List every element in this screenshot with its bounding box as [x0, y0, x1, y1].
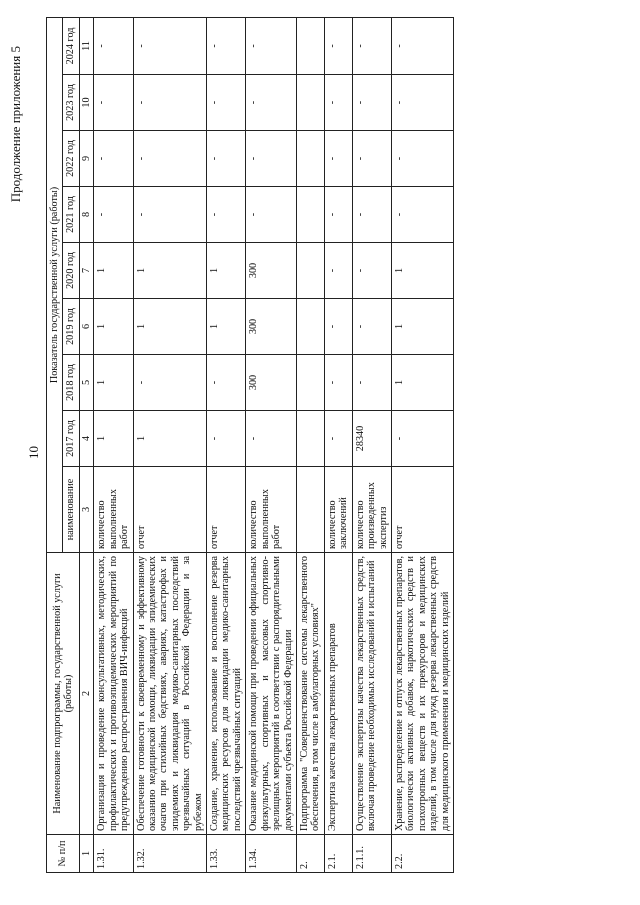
row-unit: количество выполненных работ — [246, 467, 297, 553]
col-number: 11 — [79, 17, 93, 74]
col-number: 9 — [79, 131, 93, 187]
table-row — [324, 17, 352, 872]
indicator-table — [46, 17, 454, 873]
row-code: 1.31. — [94, 835, 133, 873]
row-value: 300 — [246, 355, 297, 411]
row-name: Обеспечение готовности к своевременному и эффективному оказанию медицинской помощи, ликвидации эпидемических очагов при стихийных бедствиях, авариях, катастрофах и эпидемиях и ликвидация медико-санитарных последствий чрезвычайных ситуаций в Российской Федерации и за рубежом — [133, 553, 207, 835]
row-value: - — [352, 17, 391, 74]
page-number: 10 — [26, 446, 41, 459]
col-number: 10 — [79, 75, 93, 131]
row-value: 1 — [94, 243, 133, 299]
row-unit — [297, 467, 325, 553]
row-value: - — [324, 243, 352, 299]
header-year: 2018 год — [63, 355, 79, 411]
row-value: - — [391, 131, 453, 187]
row-value: - — [94, 75, 133, 131]
table-row — [297, 17, 325, 872]
row-value: - — [324, 299, 352, 355]
row-value: - — [133, 17, 207, 74]
row-value: - — [352, 187, 391, 243]
row-value: - — [352, 299, 391, 355]
col-number: 7 — [79, 243, 93, 299]
header-year: 2022 год — [63, 131, 79, 187]
row-unit: количество выполненных работ — [94, 467, 133, 553]
row-value: 1 — [207, 243, 246, 299]
row-unit: отчет — [207, 467, 246, 553]
header-year: 2024 год — [63, 17, 79, 74]
row-unit: отчет — [133, 467, 207, 553]
row-value — [297, 355, 325, 411]
row-code: 2.1. — [324, 835, 352, 873]
row-value — [297, 243, 325, 299]
header-col-name: Наименование подпрограммы, государственной услуги (работы) — [47, 553, 80, 835]
header-year: 2020 год — [63, 243, 79, 299]
row-value: - — [352, 131, 391, 187]
row-value: - — [324, 411, 352, 467]
row-value: - — [352, 243, 391, 299]
row-unit: количество заключений — [324, 467, 352, 553]
row-value: - — [133, 131, 207, 187]
row-value: 300 — [246, 243, 297, 299]
row-value — [297, 299, 325, 355]
row-value: - — [324, 187, 352, 243]
header-year: 2021 год — [63, 187, 79, 243]
row-value: 1 — [133, 299, 207, 355]
col-number: 2 — [79, 553, 93, 835]
col-number: 8 — [79, 187, 93, 243]
col-number: 5 — [79, 355, 93, 411]
row-name: Подпрограмма "Совершенствование системы лекарственного обеспечения, в том числе в амбулаторных условиях" — [297, 553, 325, 835]
table-row — [352, 17, 391, 872]
row-value: 1 — [391, 243, 453, 299]
table-row — [94, 17, 133, 872]
row-value — [297, 131, 325, 187]
row-value: - — [246, 187, 297, 243]
row-value: 1 — [94, 355, 133, 411]
row-value: - — [391, 411, 453, 467]
row-value: - — [94, 17, 133, 74]
row-value: - — [324, 355, 352, 411]
row-value — [297, 75, 325, 131]
row-value — [297, 17, 325, 74]
row-value: - — [324, 17, 352, 74]
table-row — [207, 17, 246, 872]
row-value: - — [133, 355, 207, 411]
row-value: - — [324, 75, 352, 131]
table-row — [133, 17, 207, 872]
row-value: - — [391, 17, 453, 74]
row-value: 1 — [94, 411, 133, 467]
row-code: 1.34. — [246, 835, 297, 873]
row-name: Осуществление экспертизы качества лекарственных средств, включая проведение необходимых исследований и испытаний — [352, 553, 391, 835]
row-name: Экспертиза качества лекарственных препаратов — [324, 553, 352, 835]
row-value: - — [207, 187, 246, 243]
row-value: 28340 — [352, 411, 391, 467]
row-value: - — [391, 187, 453, 243]
row-value: 300 — [246, 299, 297, 355]
row-value: 1 — [133, 243, 207, 299]
row-value: - — [246, 17, 297, 74]
header-year: 2023 год — [63, 75, 79, 131]
table-row — [246, 17, 297, 872]
row-value: 1 — [391, 355, 453, 411]
row-name: Организация и проведение консультативных, методических, профилактических и противоэпидемических мероприятий по предупреждению распространения ВИЧ-инфекций — [94, 553, 133, 835]
row-code: 1.33. — [207, 835, 246, 873]
header-col-num: № п/п — [47, 835, 80, 873]
row-value: 1 — [133, 411, 207, 467]
row-value: 1 — [94, 299, 133, 355]
row-name: Хранение, распределение и отпуск лекарственных препаратов, биологически активных добавок, наркотических средств и психотропных веществ и их прекурсоров и медицинских изделий, в том числе для нужд резерва лекарственных средств для медицинского применения и медицинских изделий — [391, 553, 453, 835]
row-code: 2.1.1. — [352, 835, 391, 873]
row-value: - — [207, 411, 246, 467]
row-value — [297, 187, 325, 243]
col-number: 4 — [79, 411, 93, 467]
row-value: - — [133, 187, 207, 243]
row-code: 1.32. — [133, 835, 207, 873]
row-value: 1 — [207, 299, 246, 355]
col-number: 1 — [79, 835, 93, 873]
row-value: - — [352, 75, 391, 131]
row-value: - — [246, 411, 297, 467]
row-value: 1 — [391, 299, 453, 355]
row-value: - — [207, 75, 246, 131]
row-code: 2.2. — [391, 835, 453, 873]
row-unit: отчет — [391, 467, 453, 553]
row-value: - — [246, 75, 297, 131]
row-value: - — [94, 187, 133, 243]
row-value: - — [352, 355, 391, 411]
table-body — [94, 17, 454, 872]
row-name: Оказание медицинской помощи при проведении официальных физкультурных, спортивных и массовых спортивно-зрелищных мероприятий в соответствии с распорядительными документами субъекта Российской Федерации — [246, 553, 297, 835]
row-value: - — [207, 17, 246, 74]
continuation-note: Продолжение приложения 5 — [8, 46, 23, 203]
row-code: 2. — [297, 835, 325, 873]
col-number: 6 — [79, 299, 93, 355]
row-value: - — [133, 75, 207, 131]
row-value: - — [324, 131, 352, 187]
header-year: 2019 год — [63, 299, 79, 355]
row-value: - — [246, 131, 297, 187]
row-value: - — [207, 355, 246, 411]
header-year: 2017 год — [63, 411, 79, 467]
row-value — [297, 411, 325, 467]
header-col-unit: наименование — [63, 467, 79, 553]
col-number: 3 — [79, 467, 93, 553]
row-value: - — [207, 131, 246, 187]
header-indicator-group: Показатель государственной услуги (работы) — [47, 17, 63, 552]
table-row — [391, 17, 453, 872]
row-value: - — [391, 75, 453, 131]
row-name: Создание, хранение, использование и восполнение резерва медицинских ресурсов для ликвидации медико-санитарных последствий чрезвычайных ситуаций — [207, 553, 246, 835]
row-value: - — [94, 131, 133, 187]
row-unit: количество произведенных экспертиз — [352, 467, 391, 553]
